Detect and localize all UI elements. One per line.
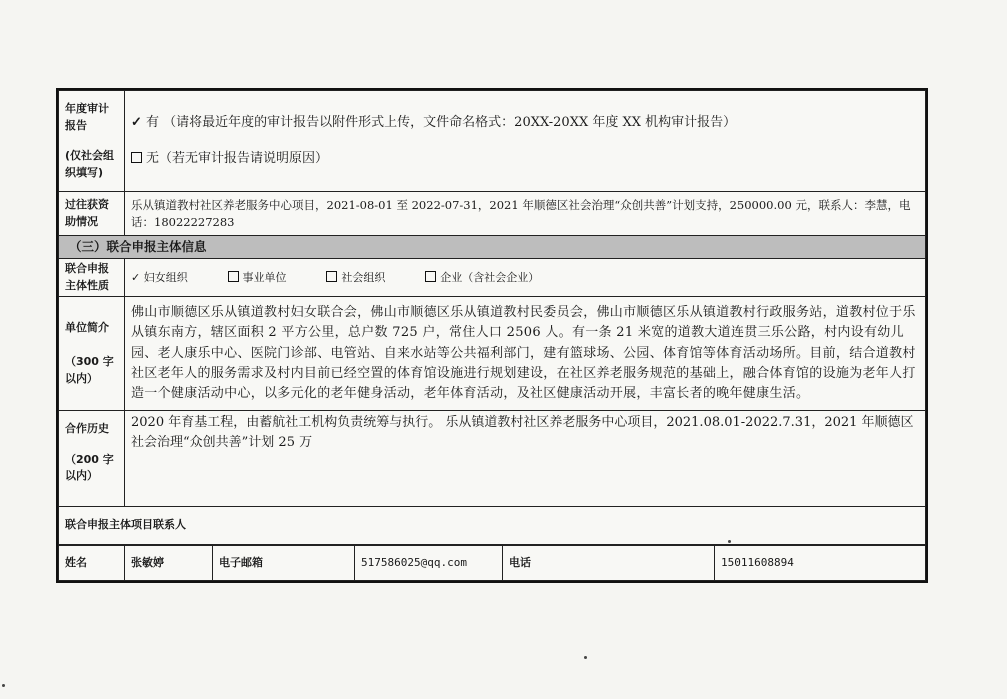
intro-row — [59, 297, 926, 411]
funding-label: 过往获资助情况 — [59, 192, 125, 236]
scan-speck — [2, 684, 5, 687]
application-form — [56, 88, 928, 583]
history-label-note: （200 字以内） — [65, 452, 114, 483]
email-value: 517586025@qq.com — [355, 546, 503, 581]
nature-option-public[interactable] — [228, 270, 287, 286]
intro-label — [59, 297, 125, 411]
contact-row — [59, 546, 926, 581]
nature-option-label: 企业（含社会企业） — [440, 270, 540, 284]
form-table — [58, 90, 926, 545]
history-row — [59, 411, 926, 507]
nature-option-label: 妇女组织 — [143, 270, 188, 284]
intro-text: 佛山市顺德区乐从镇道教村妇女联合会，佛山市顺德区乐从镇道教村民委员会，佛山市顺德区乐从镇道教村行政服务站，道教村位于乐从镇东南方，辖区面积 2 平方公里，总户数 725 户，常住人口 2506 人。有一条 21 米宽的道教大道连贯三乐公路，村内设有幼儿园、老人康乐中心、医院门诊部、电管站、自来水站等公共福利部门，建有篮球场、公园、体育馆等体育活动场所。目前，结合道教村社区老年人的服务需求及村内目前已经空置的体育馆设施进行规划建设，在社区养老服务规范的基础上，融合体育馆的设施为老年人打造一个健康活动中心，以多元化的老年健身活动，老年体育活动，及社区健康活动开展，丰富长者的晚年健康生活。 — [125, 297, 926, 411]
audit-label-note: (仅社会组织填写) — [65, 149, 115, 179]
audit-yes-text: 有 （请将最近年度的审计报告以附件形式上传，文件命名格式：20XX-20XX 年度 XX 机构审计报告） — [146, 114, 737, 130]
audit-content — [125, 91, 926, 192]
audit-label-title: 年度审计报告 — [65, 102, 109, 132]
intro-label-title: 单位简介 — [65, 320, 109, 334]
contact-header: 联合申报主体项目联系人 — [59, 507, 926, 545]
history-text: 2020 年育基工程，由蓄航社工机构负责统筹与执行。 乐从镇道教村社区养老服务中心项目，2021.08.01-2022.7.31，2021 年顺德区社会治理“众创共善”计划 25 万 — [125, 411, 926, 507]
audit-no-text: 无（若无审计报告请说明原因） — [146, 151, 329, 166]
nature-option-enterprise[interactable] — [425, 270, 539, 286]
scan-speck — [584, 656, 587, 659]
history-label — [59, 411, 125, 507]
checkbox-icon — [131, 152, 142, 163]
nature-option-label: 社会组织 — [341, 270, 386, 284]
nature-option-label: 事业单位 — [242, 270, 287, 284]
phone-label: 电话 — [503, 546, 715, 581]
check-icon: ✓ — [131, 270, 141, 284]
nature-label: 联合申报主体性质 — [59, 259, 125, 297]
nature-option-women[interactable] — [131, 270, 188, 286]
audit-yes-option[interactable] — [131, 113, 919, 133]
contact-table — [58, 545, 926, 581]
intro-label-note: （300 字以内） — [65, 355, 114, 385]
check-icon: ✓ — [131, 114, 142, 130]
nature-option-social[interactable] — [326, 270, 385, 286]
scan-speck — [728, 540, 731, 543]
checkbox-icon — [425, 271, 436, 282]
audit-label — [59, 91, 125, 192]
phone-value: 15011608894 — [715, 546, 926, 581]
contact-header-row — [59, 507, 926, 545]
funding-text: 乐从镇道教村社区养老服务中心项目，2021-08-01 至 2022-07-31，2021 年顺德区社会治理“众创共善”计划支持，250000.00 元，联系人：李慧，电话：18022227283 — [125, 192, 926, 236]
audit-no-option[interactable] — [131, 149, 919, 169]
email-label: 电子邮箱 — [213, 546, 355, 581]
section-header-row — [59, 236, 926, 259]
nature-options — [125, 259, 926, 297]
checkbox-icon — [326, 271, 337, 282]
history-label-title: 合作历史 — [65, 422, 109, 436]
checkbox-icon — [228, 271, 239, 282]
funding-row — [59, 192, 926, 236]
audit-row — [59, 91, 926, 192]
nature-row — [59, 259, 926, 297]
name-value: 张敏婷 — [125, 546, 213, 581]
section-title: （三）联合申报主体信息 — [59, 236, 926, 259]
name-label: 姓名 — [59, 546, 125, 581]
